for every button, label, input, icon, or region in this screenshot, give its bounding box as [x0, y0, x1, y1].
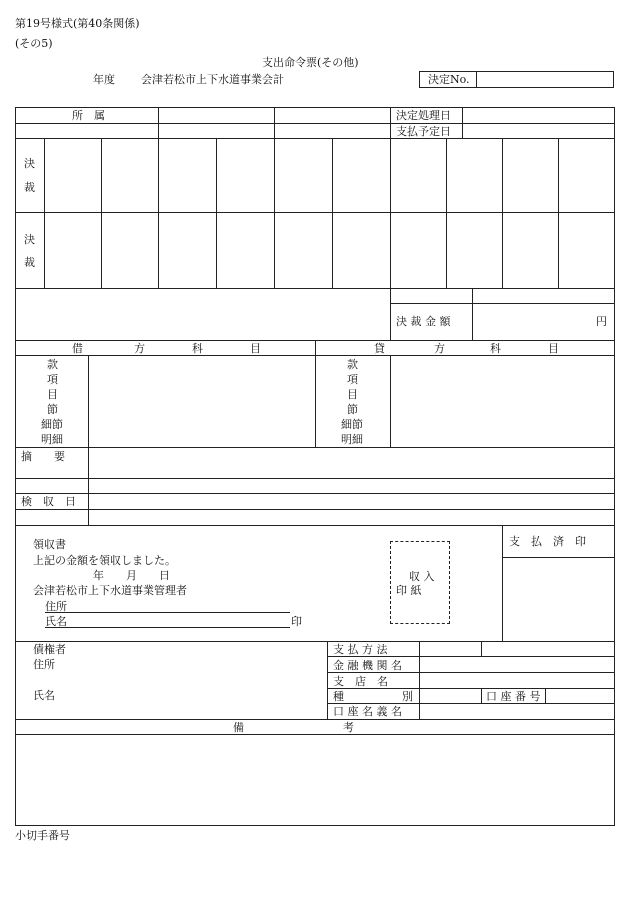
- rule: [274, 138, 275, 288]
- rule: [15, 478, 615, 479]
- account-type-label-b: 別: [402, 690, 413, 703]
- rule: [15, 509, 615, 510]
- rule: [390, 107, 391, 138]
- debit-header-2: 方: [134, 342, 145, 355]
- receipt-seal-mark: 印: [291, 615, 302, 628]
- form-title: 支出命令票(その他): [262, 56, 359, 69]
- yen-label: 円: [596, 315, 607, 328]
- rule: [15, 641, 615, 642]
- organization-name: 会津若松市上下水道事業会計: [141, 73, 284, 86]
- rule: [15, 138, 615, 139]
- rule: [327, 672, 615, 673]
- debit-level-kou: 項: [47, 373, 58, 386]
- account-type-label-a: 種: [333, 690, 344, 703]
- form-sub-number: (その5): [15, 37, 53, 50]
- credit-level-kou: 項: [347, 373, 358, 386]
- debit-level-moku: 目: [47, 388, 58, 401]
- rule: [390, 138, 391, 288]
- rule: [15, 212, 615, 213]
- rule: [44, 138, 45, 288]
- approval-label-ketsu: 決: [24, 157, 35, 170]
- rule: [327, 703, 615, 704]
- rule: [327, 656, 615, 657]
- rule: [545, 688, 546, 703]
- credit-level-saisetsu: 細節: [341, 418, 363, 431]
- rule: [15, 447, 615, 448]
- rule: [327, 641, 328, 719]
- inspection-date-label: 検 収 日: [21, 495, 76, 508]
- payment-date-label: 支払予定日: [396, 125, 451, 138]
- rule: [481, 688, 482, 703]
- receipt-title: 領収書: [33, 538, 66, 551]
- revenue-stamp-label-2: 印 紙: [396, 584, 422, 597]
- credit-level-setsu: 節: [347, 403, 358, 416]
- rule: [15, 288, 615, 289]
- affiliation-label: 所 属: [72, 109, 105, 122]
- debit-level-saisetsu: 細節: [41, 418, 63, 431]
- rule: [390, 355, 391, 447]
- debit-level-setsu: 節: [47, 403, 58, 416]
- credit-header-1: 貸: [374, 342, 385, 355]
- creditor-name-label: 氏名: [33, 689, 55, 702]
- decision-date-label: 決定処理日: [396, 109, 451, 122]
- account-holder-label: 口 座 名 義 名: [333, 705, 402, 718]
- form-number: 第19号様式(第40条関係): [15, 17, 140, 30]
- receipt-addressee: 会津若松市上下水道事業管理者: [33, 584, 187, 597]
- rule: [15, 493, 615, 494]
- credit-level-kan: 款: [347, 358, 358, 371]
- rule: [558, 138, 559, 288]
- rule: [158, 107, 159, 138]
- fiscal-year-label: 年度: [93, 73, 115, 86]
- rule: [446, 138, 447, 288]
- decision-no-label: 決定No.: [428, 73, 470, 86]
- rule: [158, 138, 159, 288]
- credit-header-2: 方: [434, 342, 445, 355]
- debit-header-1: 借: [72, 342, 83, 355]
- decision-no-field[interactable]: [477, 72, 613, 87]
- bank-name-label: 金 融 機 関 名: [333, 659, 402, 672]
- credit-level-meisai: 明細: [341, 433, 363, 446]
- rule: [419, 641, 420, 719]
- rule: [274, 107, 275, 138]
- branch-name-label: 支 店 名: [333, 675, 388, 688]
- remarks-label: 備 考: [233, 721, 354, 734]
- approved-amount-label: 決 裁 金 額: [396, 315, 451, 328]
- payment-method-label: 支 払 方 法: [333, 643, 388, 656]
- rule: [15, 123, 615, 124]
- summary-label: 摘 要: [21, 450, 65, 463]
- debit-level-meisai: 明細: [41, 433, 63, 446]
- debit-level-kan: 款: [47, 358, 58, 371]
- rule: [472, 288, 473, 340]
- credit-header-4: 目: [548, 342, 559, 355]
- account-number-label: 口 座 番 号: [486, 690, 541, 703]
- paid-seal-label: 支 払 済 印: [509, 535, 586, 548]
- debit-header-4: 目: [250, 342, 261, 355]
- rule: [481, 641, 482, 656]
- approval-label-sai: 裁: [24, 256, 35, 269]
- receipt-address-line[interactable]: [45, 612, 290, 613]
- rule: [502, 525, 503, 641]
- receipt-name-line[interactable]: [45, 627, 290, 628]
- rule: [327, 688, 615, 689]
- receipt-statement: 上記の金額を領収しました。: [33, 554, 176, 567]
- rule: [390, 288, 391, 340]
- creditor-label: 債権者: [33, 643, 66, 656]
- approval-label-ketsu: 決: [24, 233, 35, 246]
- rule: [502, 557, 615, 558]
- debit-header-3: 科: [192, 342, 203, 355]
- rule: [462, 107, 463, 138]
- receipt-name-label: 氏名: [45, 615, 67, 628]
- revenue-stamp-label-1: 収 入: [409, 570, 435, 583]
- rule: [332, 138, 333, 288]
- receipt-address-label: 住所: [45, 600, 67, 613]
- creditor-address-label: 住所: [33, 658, 55, 671]
- credit-level-moku: 目: [347, 388, 358, 401]
- approval-label-sai: 裁: [24, 181, 35, 194]
- rule: [15, 525, 615, 526]
- rule: [101, 138, 102, 288]
- rule: [390, 303, 615, 304]
- rule: [88, 355, 89, 525]
- rule: [502, 138, 503, 288]
- rule: [216, 138, 217, 288]
- rule: [15, 719, 615, 720]
- rule: [15, 734, 615, 735]
- receipt-date: 年 月 日: [93, 569, 170, 582]
- rule: [315, 340, 316, 447]
- check-number-label: 小切手番号: [15, 829, 70, 842]
- credit-header-3: 科: [490, 342, 501, 355]
